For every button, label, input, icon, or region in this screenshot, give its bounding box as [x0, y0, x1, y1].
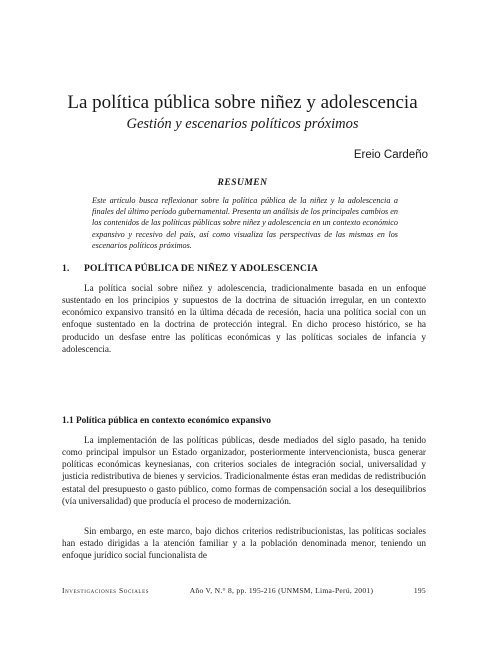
article-subtitle: Gestión y escenarios políticos próximos — [126, 116, 359, 132]
section-paragraph: La política social sobre niñez y adolescencia, tradicionalmente basada en un enfoque sustentado en los principios y supuestos de la doctrina de situación irregular, en un contexto económico expansivo transitó en la última década de recesión, hacia una política social con un enfoque sustentado en la doctrina de protección integral. En dicho proceso histórico, se ha producido un desfase entre las políticas económicas y las políticas sociales de infancia y adolescencia. — [62, 283, 426, 354]
author-name: Ereio Cardeño — [353, 149, 428, 161]
section-number: 1. — [62, 264, 70, 274]
journal-name: Investigaciones Sociales — [62, 586, 150, 595]
article-title: La política pública sobre niñez y adolescencia — [67, 92, 418, 113]
section-title: POLÍTICA PÚBLICA DE NIÑEZ Y ADOLESCENCIA — [84, 264, 319, 274]
abstract-text: Este artículo busca reflexionar sobre la política pública de la niñez y la adolescencia a finales del último período gubernamental. Presenta un análisis de los principales cambios en los contenidos de las políticas públicas sobre niñez y adolescencia en un contexto económico expansivo y recesivo del país, así como visualiza las perspectivas de las mismas en los escenarios políticos próximos. — [92, 196, 399, 250]
abstract-heading: RESUMEN — [217, 178, 268, 188]
page-number: 195 — [413, 586, 426, 595]
subsection-heading: 1.1 Política pública en contexto económico expansivo — [62, 416, 271, 426]
citation-info: Año V, N.° 8, pp. 195-216 (UNMSM, Lima-Perú, 2001) — [189, 586, 374, 595]
subsection-paragraph-1: La implementación de las políticas públicas, desde mediados del siglo pasado, ha tenido como principal impulsor un Estado organizador, posteriormente intervencionista, busca generar políticas económicas keynesianas, con criterios sociales de integración social, universalidad y justicia redistributiva de bienes y servicios. Tradicionalmente éstas eran medidas de redistribución estatal del presupuesto o gasto público, como formas de compensación social a los desequilibrios (vía universalidad) que producía el proceso de modernización. — [62, 435, 426, 506]
section-heading — [62, 264, 442, 274]
page-footer — [62, 586, 426, 595]
subsection-paragraph-2: Sin embargo, en este marco, bajo dichos criterios redistribucionistas, las políticas sociales han estado dirigidas a la atención familiar y a la población denominada menor, teniendo un enfoque jurídico social funcionalista de — [62, 526, 426, 561]
